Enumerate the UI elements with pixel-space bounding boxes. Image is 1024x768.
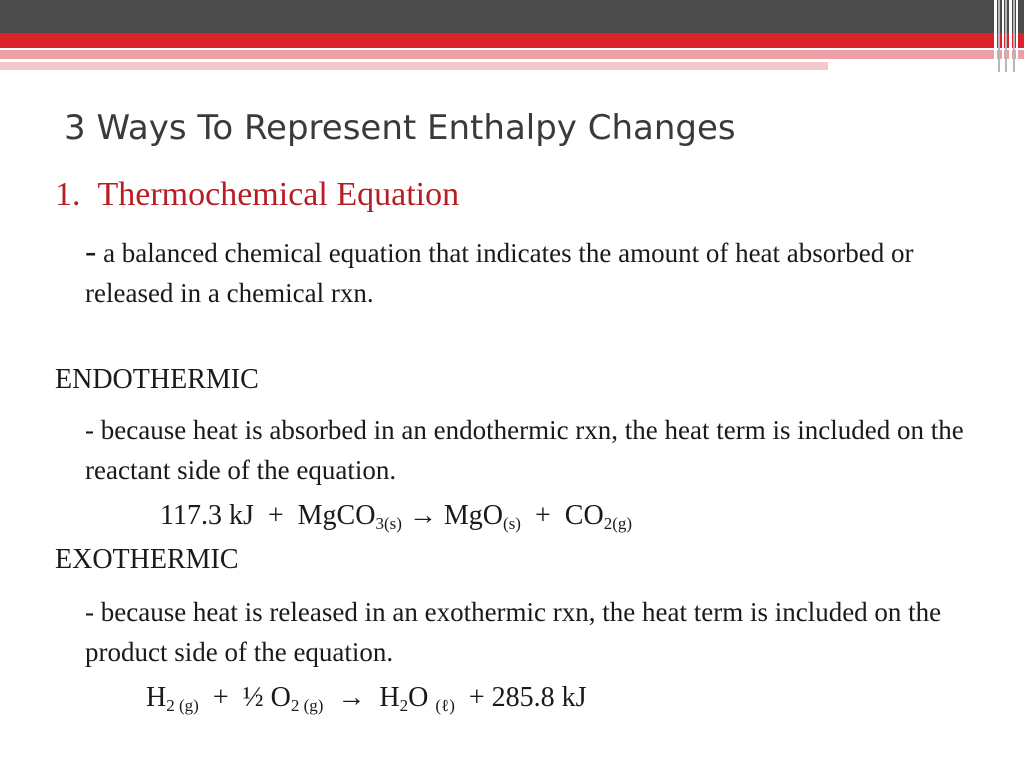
header-stripe bbox=[1016, 0, 1018, 72]
eq-plus: + bbox=[267, 500, 284, 531]
endothermic-description: - because heat is absorbed in an endothermic rxn, the heat term is included on the reactant side of the equation. bbox=[85, 415, 964, 485]
eq-arrow: → bbox=[408, 500, 437, 531]
header-red-bar bbox=[0, 33, 1024, 48]
eq-heat-term: 117.3 kJ bbox=[160, 500, 254, 531]
eq-subscript: 2 (g) bbox=[166, 696, 199, 715]
section-number: 1. bbox=[55, 176, 81, 213]
definition-text: a balanced chemical equation that indicates the amount of heat absorbed or released in a chemical rxn. bbox=[85, 238, 914, 308]
endothermic-label: ENDOTHERMIC bbox=[55, 364, 259, 395]
section-title: Thermochemical Equation bbox=[97, 176, 460, 213]
header-stripe bbox=[1002, 0, 1004, 72]
eq-arrow: → bbox=[337, 682, 366, 713]
eq-reactant: MgCO bbox=[297, 500, 376, 531]
header-light-pink-bar bbox=[0, 62, 828, 70]
eq-subscript: 2 bbox=[399, 696, 409, 715]
section-heading bbox=[55, 176, 459, 214]
eq-plus: + bbox=[468, 682, 485, 713]
eq-product: CO bbox=[564, 500, 604, 531]
eq-plus: + bbox=[534, 500, 551, 531]
eq-coefficient: ½ bbox=[242, 682, 264, 713]
endothermic-equation bbox=[160, 500, 632, 532]
header-stripe bbox=[1009, 0, 1012, 72]
exothermic-label: EXOTHERMIC bbox=[55, 544, 239, 575]
eq-subscript: 3(s) bbox=[375, 514, 402, 533]
eq-reactant: O bbox=[270, 682, 291, 713]
eq-product: H bbox=[379, 682, 400, 713]
header-stripe-line bbox=[1005, 0, 1007, 72]
slide-title: 3 Ways To Represent Enthalpy Changes bbox=[64, 108, 736, 148]
eq-plus: + bbox=[212, 682, 229, 713]
header-stripe-line bbox=[1013, 0, 1015, 72]
header-stripe bbox=[994, 0, 997, 72]
eq-subscript: 2 (g) bbox=[290, 696, 324, 715]
exothermic-description: - because heat is released in an exothermic rxn, the heat term is included on the product side of the equation. bbox=[85, 597, 942, 667]
eq-subscript: 2(g) bbox=[603, 514, 633, 533]
eq-reactant: H bbox=[146, 682, 167, 713]
eq-product: O bbox=[408, 682, 429, 713]
eq-product: MgO bbox=[443, 500, 504, 531]
exothermic-equation bbox=[146, 682, 587, 714]
definition-paragraph bbox=[85, 232, 985, 313]
header-dark-bar bbox=[0, 0, 1024, 33]
header-pink-bar bbox=[0, 50, 1024, 59]
header-stripe-line bbox=[998, 0, 1000, 72]
definition-dash: - bbox=[85, 233, 97, 270]
eq-heat-term: 285.8 kJ bbox=[491, 682, 587, 713]
eq-subscript: (s) bbox=[503, 514, 521, 533]
eq-subscript: (ℓ) bbox=[435, 696, 455, 715]
